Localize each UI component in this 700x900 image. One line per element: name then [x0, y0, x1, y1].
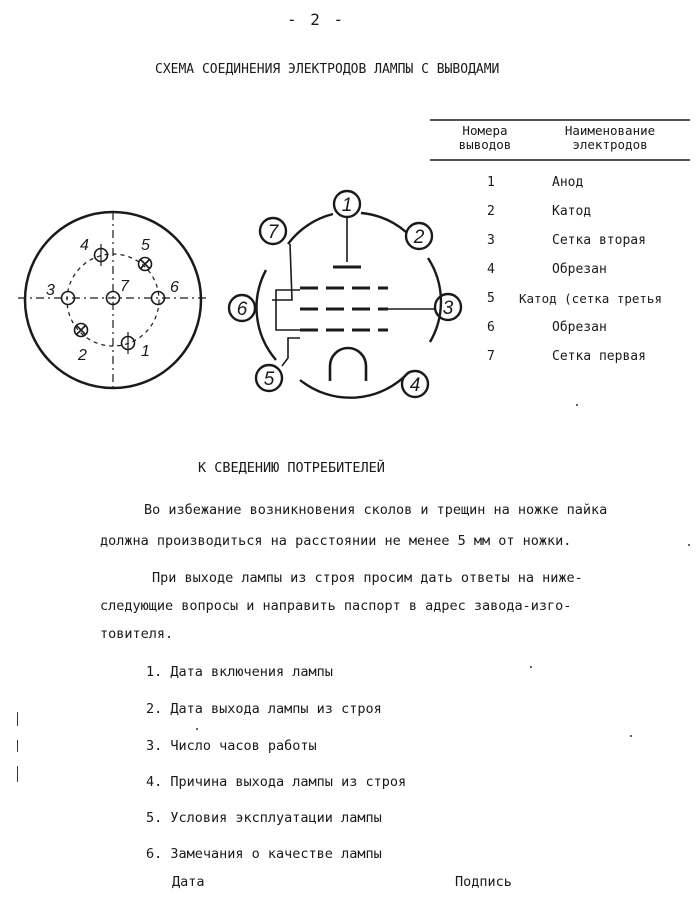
paragraph-line: товителя. [100, 626, 174, 642]
table-row-pin: 5 [487, 291, 495, 306]
table-row-name: Анод [552, 175, 584, 190]
table-row-name: Обрезан [552, 320, 607, 335]
table-header-electrodes-line1: Наименование [564, 123, 656, 138]
scan-speck [17, 740, 18, 752]
tube-label-5: 5 [263, 369, 275, 390]
socket-label-2: 2 [78, 347, 87, 364]
question-item: 1. Дата включения лампы [146, 664, 333, 680]
table-header-electrodes-line2: электродов [572, 137, 648, 152]
paragraph-line: Во избежание возникновения сколов и трещин на ножке пайка [144, 502, 608, 518]
paragraph-line: следующие вопросы и направить паспорт в адрес завода-изго- [100, 598, 572, 614]
question-item: 2. Дата выхода лампы из строя [146, 701, 382, 717]
table-header-pins [440, 124, 530, 152]
paragraph-line: должна производиться на расстоянии не менее 5 мм от ножки. [100, 533, 572, 549]
tube-grid1-lead [272, 244, 292, 300]
table-header-pins-line2: выводов [458, 137, 512, 152]
scan-speck [576, 404, 578, 406]
scan-speck [688, 544, 690, 546]
tube-grid3-lead [276, 290, 300, 330]
table-row-pin: 2 [487, 204, 495, 219]
table-row-name: Сетка вторая [552, 233, 646, 248]
tube-label-2: 2 [413, 227, 425, 248]
tube-label-1: 1 [341, 195, 353, 216]
table-row-name: Катод (сетка третья [519, 291, 662, 306]
socket-pin-2-crossed [75, 324, 88, 337]
tube-label-6: 6 [236, 299, 248, 320]
tube-cathode-lead [282, 338, 300, 366]
page-number: - 2 - [287, 10, 346, 29]
table-row-pin: 6 [487, 320, 495, 335]
scan-speck [530, 666, 532, 668]
socket-label-7: 7 [120, 278, 129, 295]
consumer-heading: К СВЕДЕНИЮ ПОТРЕБИТЕЛЕЙ [198, 460, 385, 476]
paragraph-line: При выходе лампы из строя просим дать ответы на ниже- [152, 570, 583, 586]
table-row-name: Катод [552, 204, 592, 219]
tube-diagram [229, 191, 461, 398]
table-row-pin: 7 [487, 349, 495, 364]
signature-label: Подпись [455, 874, 512, 890]
table-row-pin: 3 [487, 233, 495, 248]
table-row-pin: 4 [487, 262, 495, 277]
question-item: 5. Условия эксплуатации лампы [146, 810, 382, 826]
tube-base-notch [330, 348, 366, 381]
tube-grid-lines [300, 288, 388, 330]
socket-base-diagram [18, 212, 210, 390]
table-row-pin: 1 [487, 175, 495, 190]
scan-speck [17, 766, 18, 782]
tube-label-4: 4 [409, 375, 421, 396]
date-label: Дата [172, 874, 205, 890]
table-header-pins-line1: Номера [462, 123, 508, 138]
question-item: 4. Причина выхода лампы из строя [146, 774, 407, 790]
socket-label-3: 3 [46, 282, 55, 299]
question-item: 6. Замечания о качестве лампы [146, 846, 382, 862]
table-row-name: Обрезан [552, 262, 607, 277]
tube-label-3: 3 [442, 298, 454, 319]
tube-label-7: 7 [267, 222, 279, 243]
scheme-title: СХЕМА СОЕДИНЕНИЯ ЭЛЕКТРОДОВ ЛАМПЫ С ВЫВОДАМИ [155, 62, 500, 77]
scan-speck [196, 728, 198, 730]
scan-speck [630, 735, 632, 737]
socket-label-1: 1 [141, 343, 150, 360]
socket-label-5: 5 [141, 237, 150, 254]
socket-label-4: 4 [80, 237, 89, 254]
socket-label-6: 6 [170, 279, 179, 296]
socket-pin-5-crossed [139, 258, 152, 271]
table-header-electrodes [545, 124, 675, 152]
scan-speck [17, 712, 18, 726]
table-row-name: Сетка первая [552, 349, 646, 364]
question-item: 3. Число часов работы [146, 738, 317, 754]
